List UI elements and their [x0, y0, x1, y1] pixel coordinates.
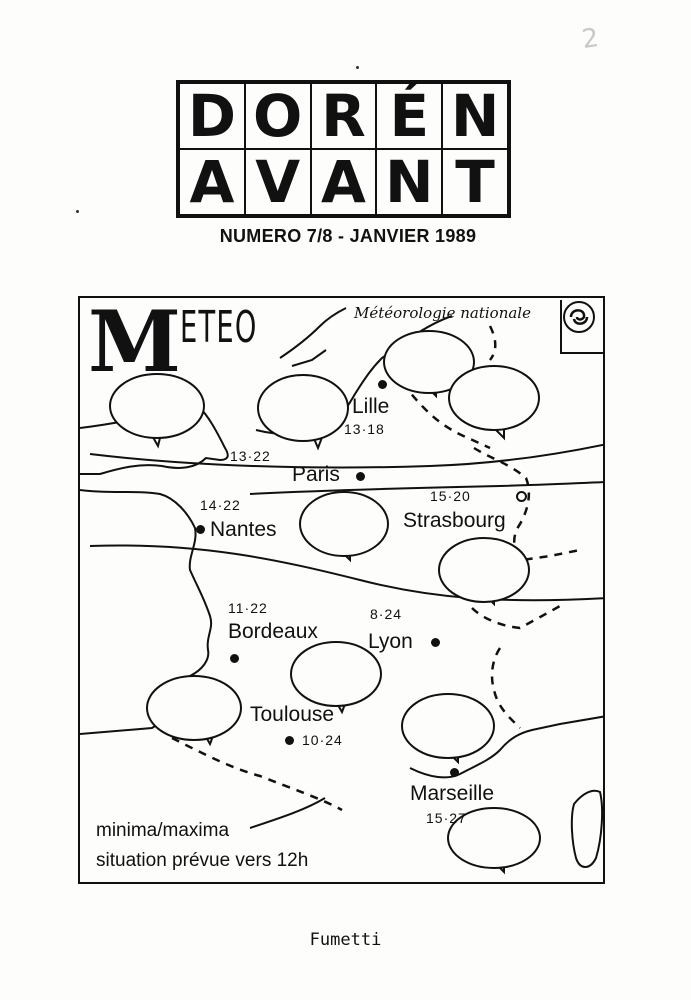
logo-letter: N	[443, 84, 507, 148]
city-temps-toulouse: 10·24	[302, 732, 343, 748]
border-dashed	[172, 738, 342, 810]
city-label-strasbourg: Strasbourg	[403, 509, 506, 532]
magazine-logo	[176, 80, 511, 218]
city-label-marseille: Marseille	[410, 782, 495, 805]
city-temps-lyon: 8·24	[370, 606, 403, 622]
speck	[76, 210, 79, 213]
city-marker-lille	[378, 380, 387, 389]
city-marker-nantes	[196, 525, 205, 534]
speech-bubble	[402, 694, 494, 762]
city-temps-lille: 13·18	[344, 421, 385, 437]
city-label-paris: Paris	[292, 463, 340, 486]
speech-bubble	[300, 492, 388, 560]
logo-letter: N	[377, 150, 441, 214]
speech-bubble	[449, 366, 539, 438]
england-coast	[280, 308, 346, 366]
logo-letter: D	[180, 84, 244, 148]
city-temps-bordeaux: 11·22	[228, 600, 268, 616]
city-marker-marseille	[450, 768, 459, 777]
credit-line: Fumetti	[309, 930, 382, 950]
meteo-title-rest: ETEO	[180, 302, 258, 353]
corsica	[572, 791, 602, 867]
met-nat-subtitle: Météorologie nationale	[354, 304, 531, 322]
city-marker-toulouse	[285, 736, 294, 745]
city-marker-lyon	[431, 638, 440, 647]
city-label-toulouse: Toulouse	[250, 703, 335, 726]
city-marker-bordeaux	[230, 654, 239, 663]
meteo-title-initial: M	[88, 296, 179, 391]
issue-line: NUMERO 7/8 - JANVIER 1989	[219, 226, 477, 246]
city-label-bordeaux: Bordeaux	[228, 620, 318, 643]
legend-forecast-time: situation prévue vers 12h	[96, 850, 309, 871]
weather-swirl-icon	[560, 300, 605, 354]
city-label-lille: Lille	[352, 395, 390, 418]
city-temps-marseille: 15·27	[426, 810, 467, 826]
city-label-nantes: Nantes	[210, 518, 277, 541]
logo-letter: R	[312, 84, 376, 148]
pencil-mark: 2	[579, 22, 601, 56]
city-temps-strasbourg: 15·20	[430, 488, 471, 504]
city-temps-nantes: 14·22	[200, 497, 241, 513]
city-marker-paris	[356, 472, 365, 481]
logo-letter: V	[246, 150, 310, 214]
city-temps-paris: 13·22	[230, 448, 271, 464]
logo-letter: É	[377, 84, 441, 148]
speech-bubble	[147, 676, 241, 744]
speech-bubble	[439, 538, 529, 604]
legend-minima-maxima: minima/maxima	[96, 820, 230, 841]
logo-letter: T	[443, 150, 507, 214]
speck	[356, 66, 359, 69]
city-marker-strasbourg	[516, 491, 527, 502]
weather-front	[90, 444, 605, 468]
logo-letter: O	[246, 84, 310, 148]
logo-letter: A	[312, 150, 376, 214]
city-label-lyon: Lyon	[368, 630, 413, 653]
logo-letter: A	[180, 150, 244, 214]
weather-map	[78, 296, 605, 884]
speech-bubble	[258, 375, 348, 448]
